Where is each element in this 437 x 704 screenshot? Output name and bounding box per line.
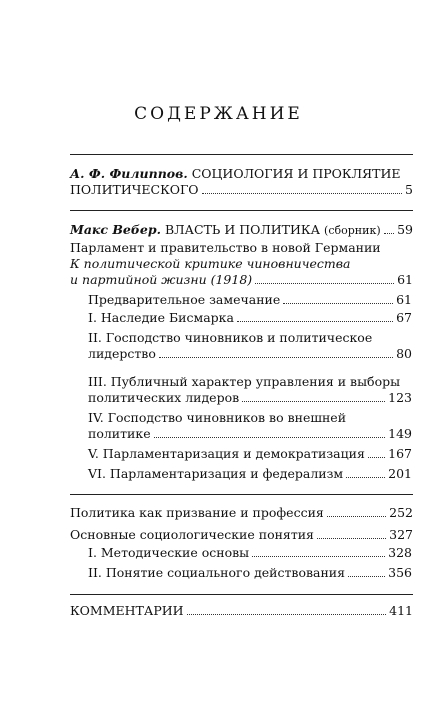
- entry-note: (сборник): [324, 224, 381, 237]
- section-title: VI. Парламентаризация и федерализм: [88, 466, 344, 481]
- leader-dots: [255, 283, 394, 284]
- entry-title: СОЦИОЛОГИЯ И ПРОКЛЯТИЕ: [191, 166, 401, 181]
- toc-section[interactable]: [88, 565, 412, 581]
- leader-dots: [187, 614, 387, 615]
- page-number: 327: [389, 527, 413, 542]
- page-number: 411: [389, 603, 413, 618]
- toc-entry-weber[interactable]: [70, 222, 413, 239]
- page-number: 59: [397, 222, 413, 237]
- toc-entry-parliament[interactable]: [70, 240, 413, 288]
- divider: [70, 594, 413, 595]
- page-number: 252: [389, 505, 413, 520]
- page-number: 5: [405, 182, 413, 197]
- entry-title: Политика как призвание и профессия: [70, 505, 324, 520]
- section-title: III. Публичный характер управления и выборы: [88, 374, 401, 389]
- toc-section[interactable]: [88, 330, 412, 362]
- section-title: II. Понятие социального действования: [88, 565, 346, 580]
- leader-dots: [237, 321, 393, 322]
- section-title: Предварительное замечание: [88, 292, 281, 307]
- page-number: 80: [396, 346, 412, 361]
- leader-dots: [384, 233, 394, 234]
- leader-dots: [348, 576, 385, 577]
- entry-subtitle: К политической критике чиновничества: [70, 256, 351, 271]
- section-title: II. Господство чиновников и политическое: [88, 330, 373, 345]
- toc-section[interactable]: [88, 292, 412, 308]
- page-title: СОДЕРЖАНИЕ: [134, 104, 303, 124]
- entry-title: Парламент и правительство в новой Германии: [70, 240, 381, 255]
- leader-dots: [202, 193, 403, 194]
- toc-section[interactable]: [88, 466, 412, 482]
- author-name: А. Ф. Филиппов.: [70, 166, 188, 181]
- toc-entry-comments[interactable]: [70, 603, 413, 619]
- page-number: 67: [396, 310, 412, 325]
- entry-subtitle-cont: и партийной жизни (1918): [70, 272, 253, 287]
- leader-dots: [327, 516, 386, 517]
- toc-entry-filippov[interactable]: [70, 166, 413, 198]
- leader-dots: [368, 457, 385, 458]
- toc-section[interactable]: [88, 446, 412, 462]
- page-number: 61: [397, 272, 413, 287]
- section-title-cont: лидерство: [88, 346, 156, 361]
- leader-dots: [159, 357, 393, 358]
- leader-dots: [317, 538, 386, 539]
- section-title: I. Наследие Бисмарка: [88, 310, 234, 325]
- page-number: 149: [388, 426, 412, 441]
- entry-title-cont: ПОЛИТИЧЕСКОГО: [70, 182, 199, 197]
- section-title: V. Парламентаризация и демократизация: [88, 446, 365, 461]
- toc-section[interactable]: [88, 310, 412, 326]
- page-number: 167: [388, 446, 412, 461]
- entry-title: КОММЕНТАРИИ: [70, 603, 184, 618]
- toc-section[interactable]: [88, 545, 412, 561]
- divider: [70, 494, 413, 495]
- author-name: Макс Вебер.: [70, 222, 161, 237]
- page-number: 123: [388, 390, 412, 405]
- toc-entry-vocation[interactable]: [70, 505, 413, 521]
- entry-title: Основные социологические понятия: [70, 527, 314, 542]
- entry-title: ВЛАСТЬ И ПОЛИТИКА: [164, 222, 321, 237]
- leader-dots: [283, 303, 393, 304]
- section-title: IV. Господство чиновников во внешней: [88, 410, 347, 425]
- leader-dots: [252, 556, 385, 557]
- page-number: 61: [396, 292, 412, 307]
- page-number: 356: [388, 565, 412, 580]
- leader-dots: [154, 437, 386, 438]
- section-title-cont: политических лидеров: [88, 390, 240, 405]
- toc-section[interactable]: [88, 410, 412, 442]
- divider: [70, 210, 413, 211]
- toc-entry-concepts[interactable]: [70, 527, 413, 543]
- section-title: I. Методические основы: [88, 545, 250, 560]
- toc-section[interactable]: [88, 374, 412, 406]
- page-number: 201: [388, 466, 412, 481]
- section-title-cont: политике: [88, 426, 151, 441]
- leader-dots: [346, 477, 385, 478]
- page-number: 328: [388, 545, 412, 560]
- divider: [70, 154, 413, 155]
- leader-dots: [242, 401, 385, 402]
